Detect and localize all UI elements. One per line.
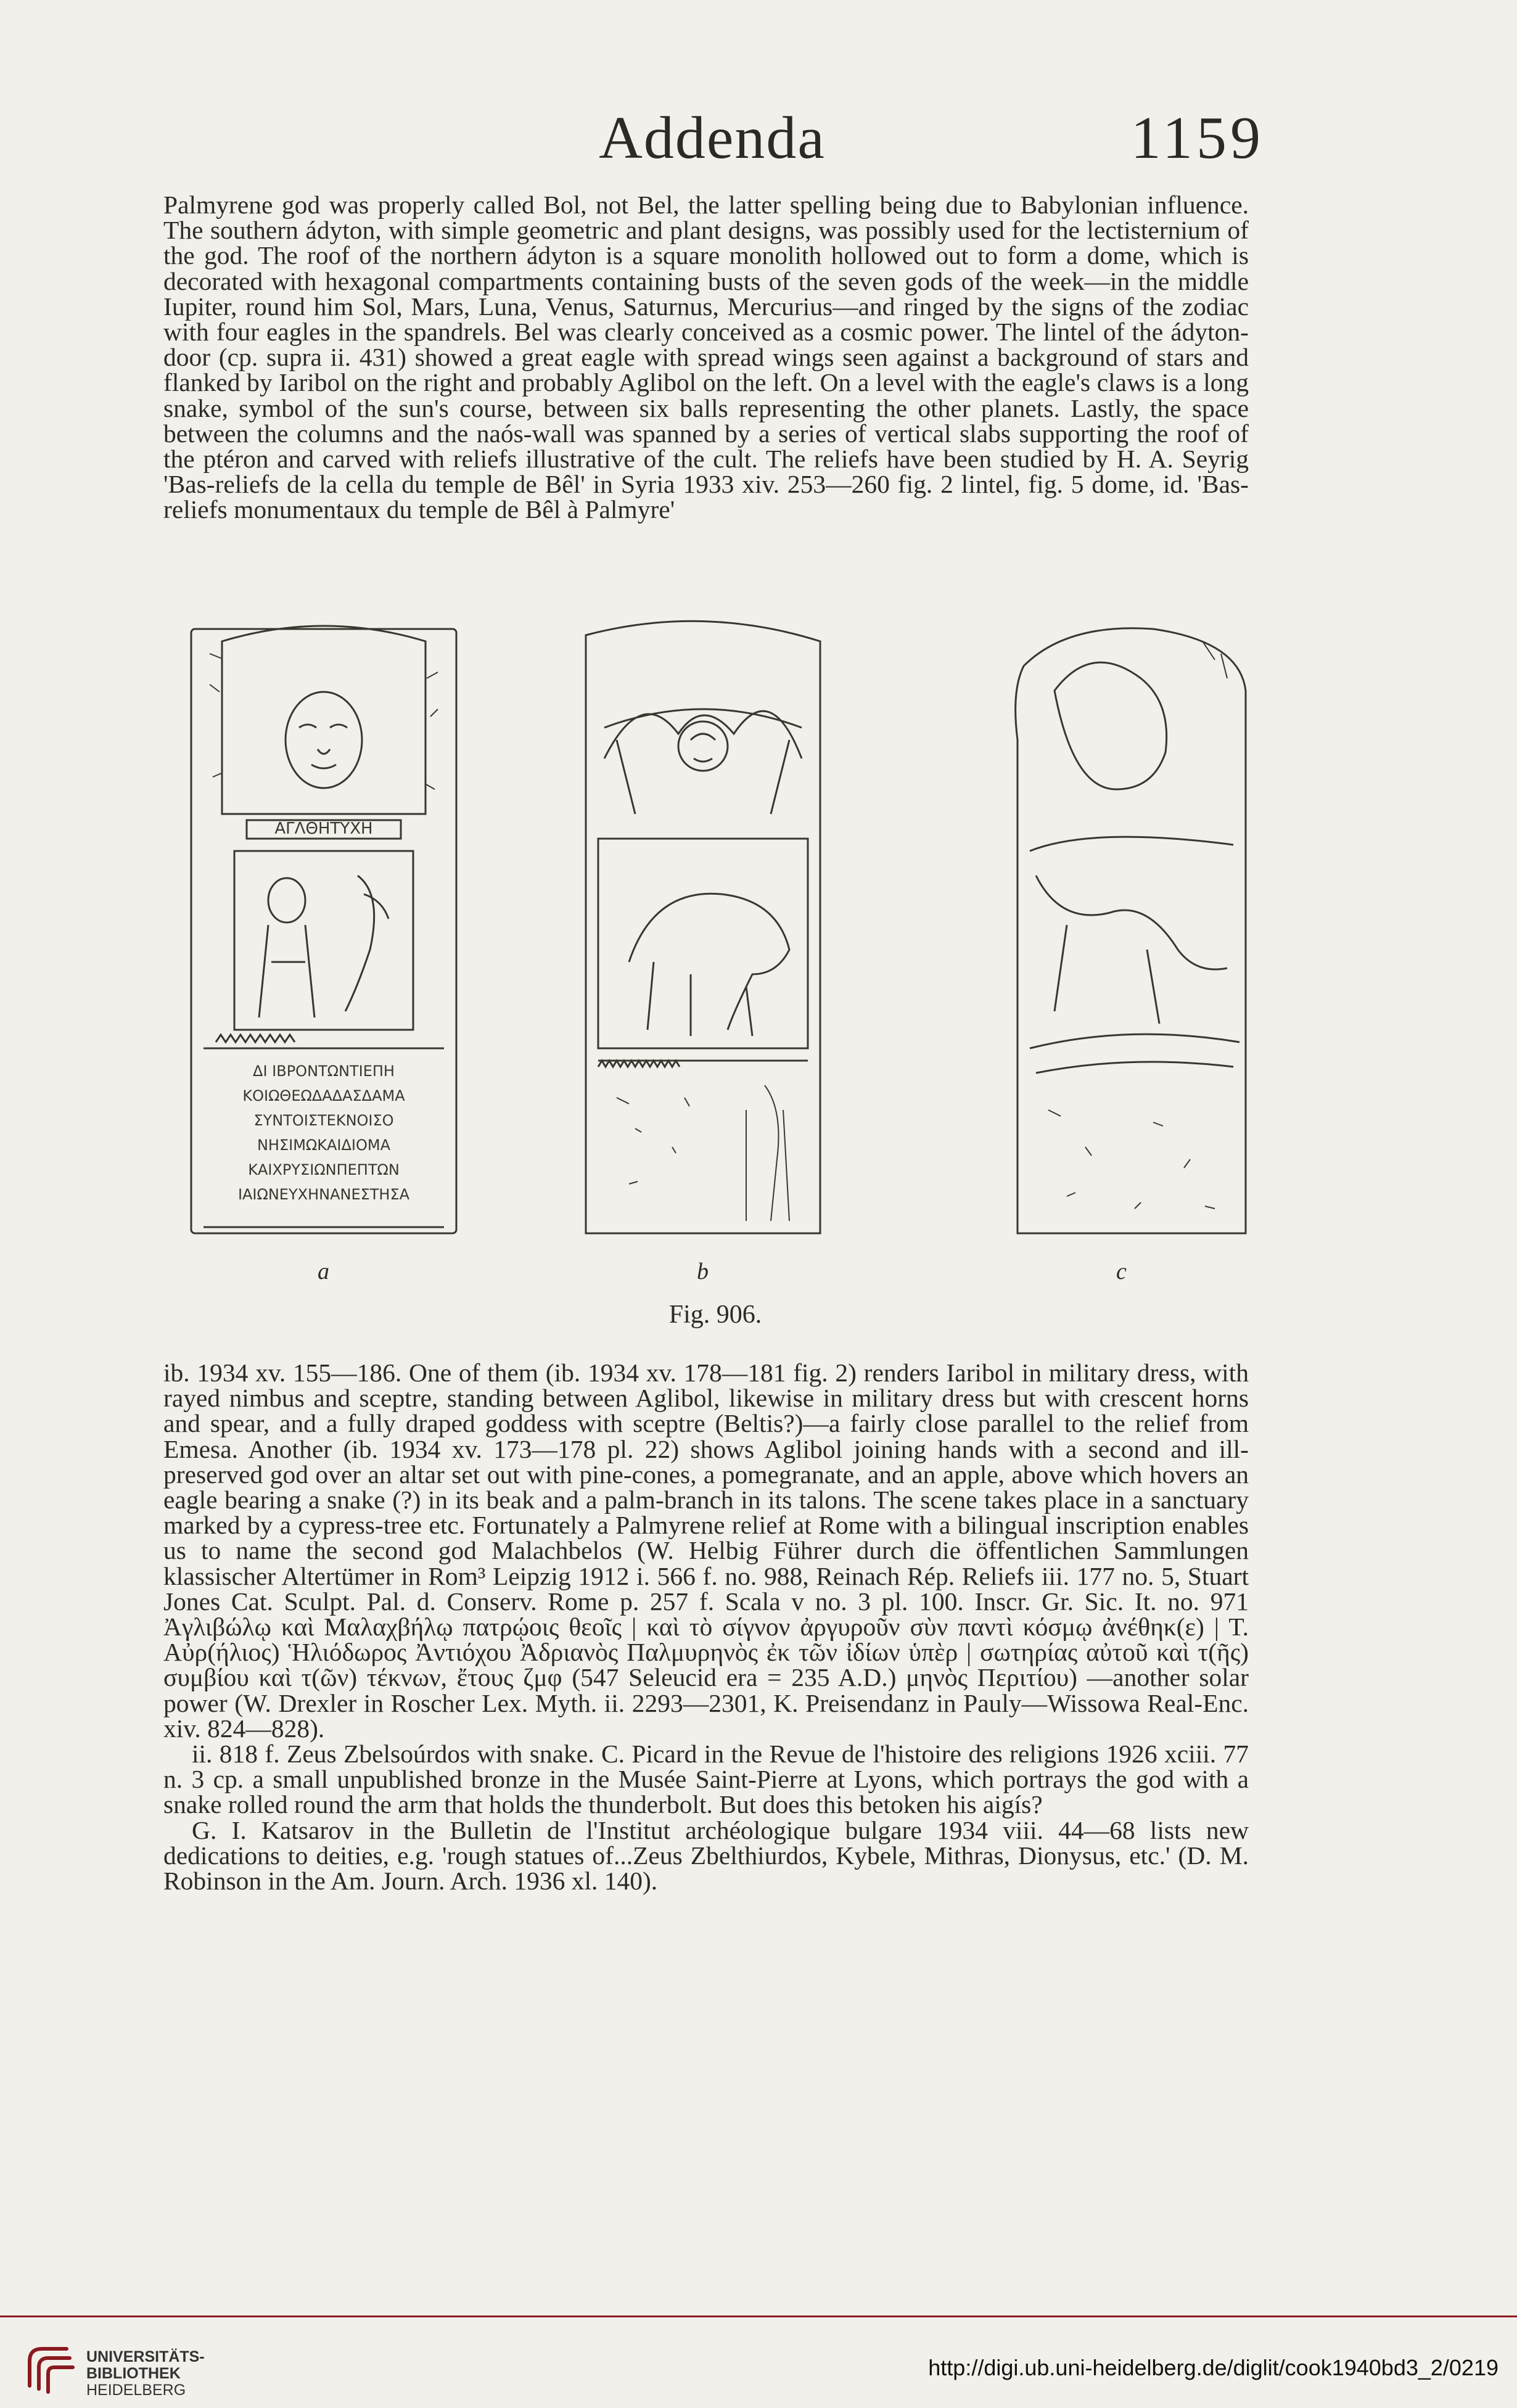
figure-panel-a (179, 617, 469, 1284)
inscription-line: ΝΗΣΙΜΩΚΑΙΔΙΟΜΑ (257, 1136, 391, 1154)
figure-panel-b (561, 617, 845, 1284)
altar-drawing-b (561, 617, 845, 1246)
paragraph-text: ib. 1934 xv. 155—186. One of them (ib. 1934 xv. 178—181 fig. 2) renders Iaribol in military dress, with rayed nimbus and sceptre, standing between Aglibol, likewise in military dress but with crescent horns and spear, and a fully draped goddess with sceptre (Beltis?)—a fairly close parallel to the relief from Emesa. Another (ib. 1934 xv. 173—178 pl. 22) shows Aglibol joining hands with a second and ill-preserved god over an altar set out with pine-cones, a pomegranate, and an apple, above which hovers an eagle bearing a snake (?) in its beak and a palm-branch in its talons. The scene takes place in a sanctuary marked by a cypress-tree etc. Fortunately a Palmyrene relief at Rome with a bilingual inscription enables us to name the second god Malachbelos (W. Helbig Führer durch die öffentlichen Sammlungen klassischer Altertümer in Rom³ Leipzig 1912 i. 566 f. no. 988, Reinach Rép. Reliefs iii. 177 no. 5, Stuart Jones Cat. Sculpt. Pal. d. Conserv. Rome p. 257 f. Scala v no. 3 pl. 100. Inscr. Gr. Sic. It. no. 971 Ἀγλιβώλῳ καὶ Μαλαχβήλῳ πατρῴοις θεοῖς | καὶ τὸ σίγνον ἀργυροῦν σὺν παντὶ κόσμῳ ἀνέθηκ(ε) | Τ. Αὐρ(ήλιος) Ἡλιόδωρος Ἀντιόχου Ἀδριανὸς Παλμυρηνὸς ἐκ τῶν ἰδίων ὑπὲρ | σωτηρίας αὐτοῦ καὶ τ(ῆς) συμβίου καὶ τ(ῶν) τέκνων, ἔτους ζμφ (547 Seleucid era = 235 A.D.) μηνὸς Περιτίου) —another solar power (W. Drexler in Roscher Lex. Myth. ii. 2293—2301, K. Preisendanz in Pauly—Wissowa Real-Enc. xiv. 824—828). (163, 1358, 1249, 1743)
library-name (86, 2349, 205, 2399)
body-paragraph-1 (163, 192, 1249, 523)
body-paragraph-2 (163, 1360, 1249, 1894)
page-number: 1159 (1130, 105, 1264, 171)
library-logo-icon (17, 2336, 79, 2398)
library-name-line: UNIVERSITÄTS- (86, 2348, 205, 2365)
figure-caption: Fig. 906. (668, 1301, 762, 1329)
fragment-drawing-c (993, 617, 1258, 1246)
paragraph-text: Palmyrene god was properly called Bol, not Bel, the latter spelling being due to Babylonian influence. The southern ádyton, with simple geometric and plant designs, was possibly used for the lectisternium of the god. The roof of the northern ádyton is a square monolith hollowed out to form a dome, which is decorated with hexagonal compartments containing busts of the seven gods of the week—in the middle Iupiter, round him Sol, Mars, Luna, Venus, Saturnus, Mercurius—and ringed by the signs of the zodiac with four eagles in the spandrels. Bel was clearly conceived as a cosmic power. The lintel of the ádyton-door (cp. supra ii. 431) showed a great eagle with spread wings seen against a background of stars and flanked by Iaribol on the right and probably Aglibol on the left. On a level with the eagle's claws is a long snake, symbol of the sun's course, between six balls representing the other planets. Lastly, the space between the columns and the naós-wall was spanned by a series of vertical slabs supporting the roof of the ptéron and carved with reliefs illustrative of the cult. The reliefs have been studied by H. A. Seyrig 'Bas-reliefs de la cella du temple de Bêl' in Syria 1933 xiv. 253—260 fig. 2 lintel, fig. 5 dome, id. 'Bas-reliefs monumentaux du temple de Bêl à Palmyre' (163, 191, 1249, 524)
paragraph-text: ii. 818 f. Zeus Zbelsoúrdos with snake. C. Picard in the Revue de l'histoire des religions 1926 xciii. 77 n. 3 cp. a small unpublished bronze in the Musée Saint-Pierre at Lyons, which portrays the god with a snake rolled round the arm that holds the thunderbolt. But does this betoken his aigís? (163, 1740, 1249, 1819)
inscription-line: ΙΑΙΩΝΕΥΧΗΝΑΝΕΣΤΗΣΑ (237, 1186, 410, 1203)
footer-divider (0, 2316, 1517, 2317)
figure-906 (166, 617, 1264, 1329)
figure-label-a: a (318, 1259, 329, 1284)
inscription-line: ΚΟΙΩΘΕΩΔΑΔΑΣΔΑΜΑ (242, 1087, 405, 1104)
source-url-link[interactable]: http://digi.ub.uni-heidelberg.de/diglit/cook1940bd3_2/0219 (928, 2355, 1498, 2380)
page-footer (0, 2316, 1517, 2408)
inscription-top-line: ΑΓΛΘΗΤΥΧΗ (274, 820, 373, 838)
inscription-line: ΣΥΝΤΟΙΣΤΕΚΝΟΙΣΟ (253, 1112, 394, 1129)
library-name-line: BIBLIOTHEK (86, 2365, 181, 2382)
inscription-line: ΚΑΙΧΡΥΣΙΩΝΠΕΠΤΩΝ (248, 1161, 400, 1178)
figure-label-c: c (1116, 1259, 1127, 1284)
paragraph-text: G. I. Katsarov in the Bulletin de l'Institut archéologique bulgare 1934 viii. 44—68 lists new dedications to deities, e.g. 'rough statues of...Zeus Zbelthiurdos, Kybele, Mithras, Dionysus, etc.' (D. M. Robinson in the Am. Journ. Arch. 1936 xl. 140). (163, 1815, 1249, 1896)
stele-drawing-a (179, 617, 469, 1246)
inscription-line: ΔΙ ΙΒΡΟΝΤΩΝΤΙΕΠΗ (253, 1062, 395, 1080)
figure-panel-c (993, 617, 1258, 1284)
page-header (160, 104, 1264, 184)
figure-label-b: b (697, 1259, 709, 1284)
library-name-line: HEIDELBERG (86, 2381, 186, 2399)
running-title: Addenda (599, 105, 826, 171)
